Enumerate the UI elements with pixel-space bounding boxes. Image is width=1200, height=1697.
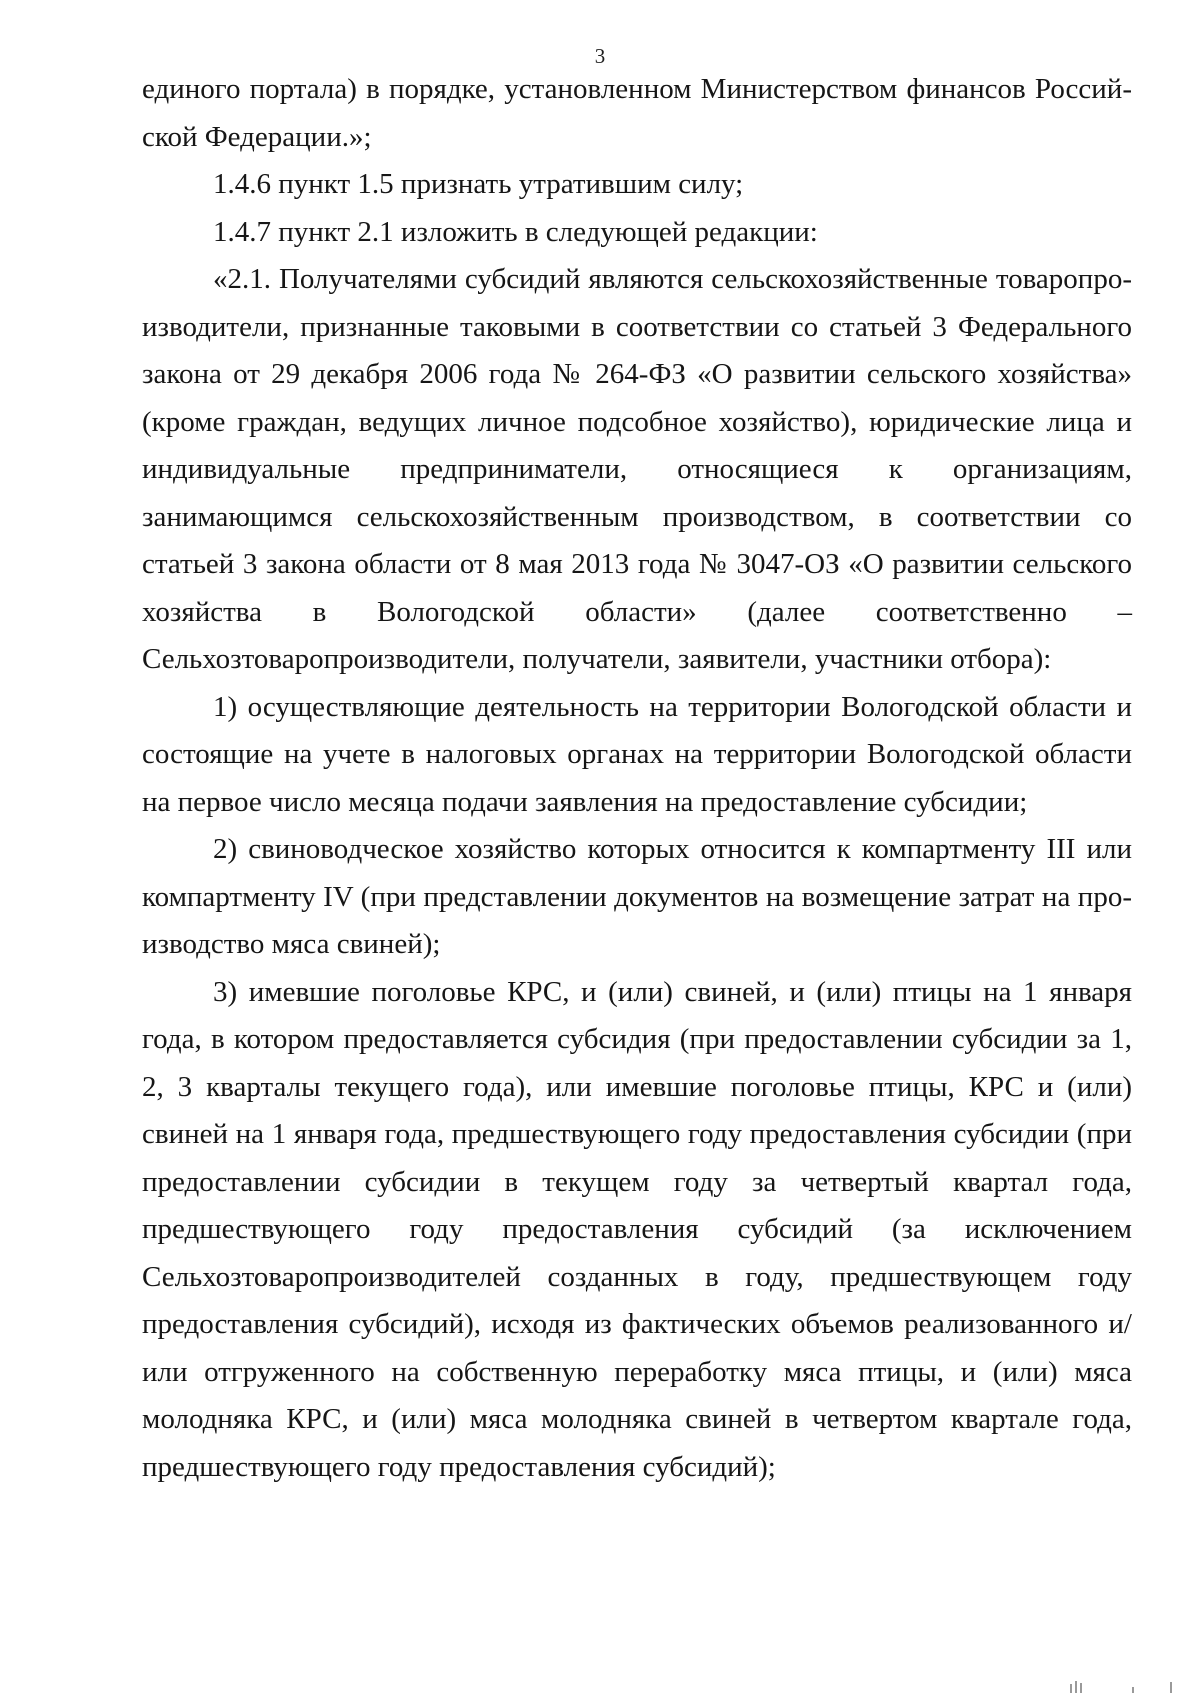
paragraph-continuation: единого портала) в порядке, установленном Министерством финансов Российской Федерации.»; [142,73,1132,153]
list-item-1: 1) осуществляющие деятельность на территории Вологодской области и состоящие на учете в налоговых органах на территории Вологодской области на первое число месяца подачи заявления на предоставление субсидии; [142,690,1132,818]
page-number: 3 [594,44,606,68]
list-item-3: 3) имевшие поголовье КРС, и (или) свиней, и (или) птицы на 1 января года, в котором предоставляется субсидия (при предоставлении субсидии за 1, 2, 3 кварталы текущего года), или имевшие поголовье птицы, КРС и (или) свиней на 1 января года, предшествующего году предоставления субсидии (при предоставлении субсидии в текущем году за четвертый квартал года, предшествующего году предоставления субсидий (за исключением Сельхозтоваропроизводителей созданных в году, предшествующем году предоставления субсидий), исходя из фактических объемов реализованного и/или отгруженного на собственную переработку мяса птицы, и (или) мяса молодняка КРС, и (или) мяса молодняка свиней в четвертом квартале года, предшествующего году предоставления субсидий); [142,975,1132,1483]
scan-edge-marks [1062,1679,1182,1693]
paragraph-1-4-7: 1.4.7 пункт 2.1 изложить в следующей редакции: [213,215,818,248]
paragraph-1-4-6: 1.4.6 пункт 1.5 признать утратившим силу; [213,168,744,200]
list-item-2: 2) свиноводческое хозяйство которых относится к компартменту III или компартменту IV (при представлении документов на возмещение затрат на производство мяса свиней); [142,833,1132,960]
paragraph-2-1-recipients: «2.1. Получателями субсидий являются сельскохозяйственные товаропроизводители, признанные таковыми в соответствии со статьей 3 Федерального закона от 29 декабря 2006 года № 264-ФЗ «О развитии сельского хозяйства» (кроме граждан, ведущих личное подсобное хозяйство), юридические лица и индивидуальные предприниматели, относящиеся к организациям, занимающимся сельскохозяйственным производством, в соответствии со статьей 3 закона области от 8 мая 2013 года № 3047-ОЗ «О развитии сельского хозяйства в Вологодской области» (далее соответственно – Сельхозтоваропроизводители, получатели, заявители, участники отбора): [142,263,1132,675]
document-body [142,66,1132,1491]
